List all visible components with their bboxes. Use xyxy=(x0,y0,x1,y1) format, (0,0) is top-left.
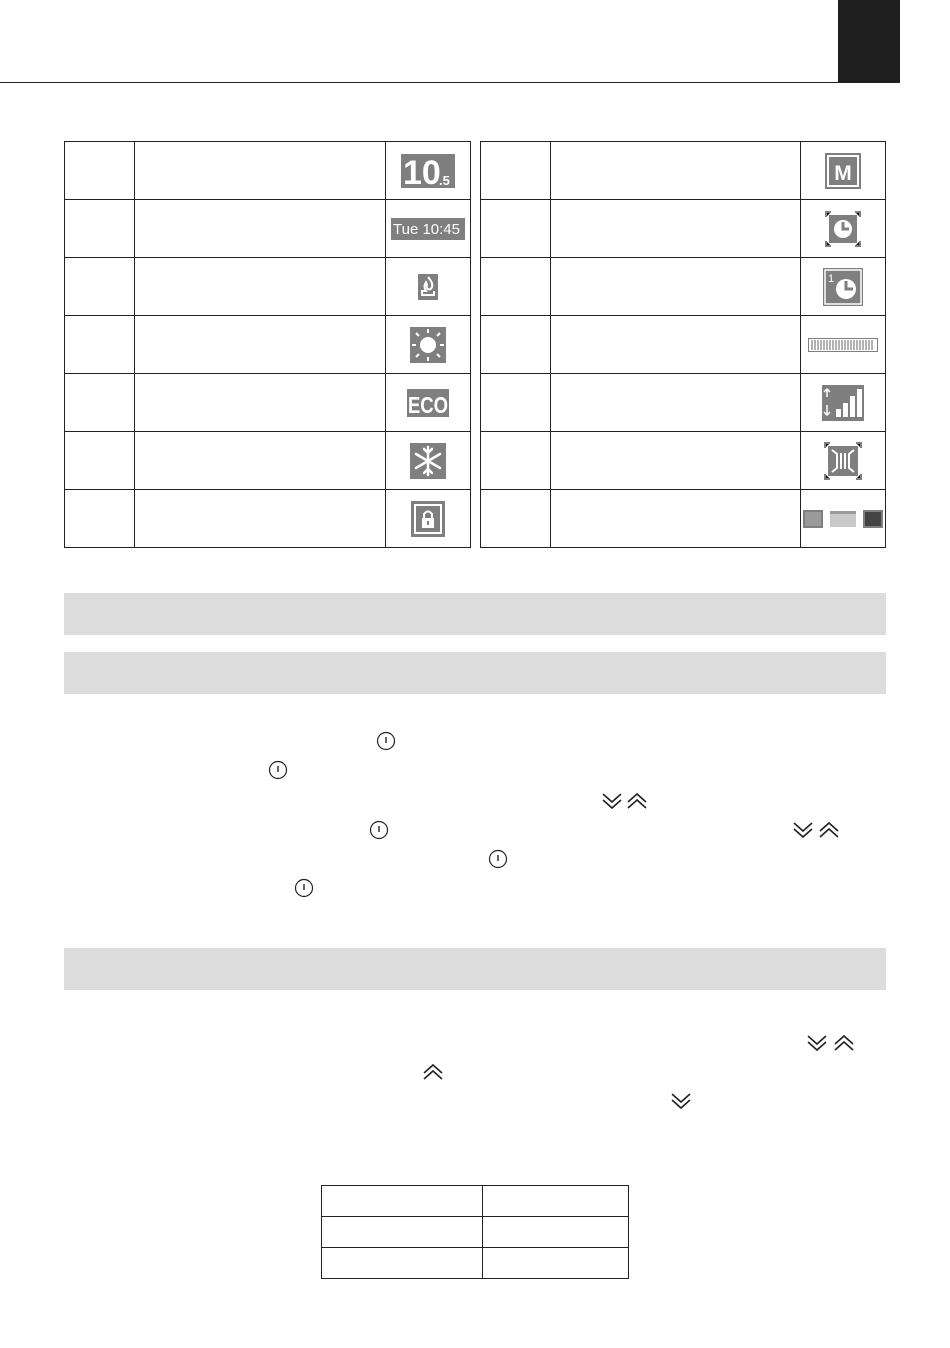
tue-clock-display-icon xyxy=(391,218,465,240)
table-row xyxy=(481,200,886,258)
table-row xyxy=(322,1217,629,1248)
table-row xyxy=(65,374,471,432)
table-row xyxy=(65,490,471,548)
table-row xyxy=(481,258,886,316)
clock-one-text: 1 xyxy=(828,272,835,285)
double-chevron-down-icon xyxy=(806,1033,828,1053)
power-button-icon xyxy=(369,820,389,840)
right-icon-table xyxy=(480,141,886,548)
table-row xyxy=(481,432,886,490)
flame-icon xyxy=(418,274,438,300)
mode-text: M xyxy=(834,161,852,185)
double-chevron-down-icon xyxy=(670,1091,692,1111)
header-rule xyxy=(0,82,900,83)
section-band-3 xyxy=(64,948,886,990)
double-chevron-up-icon xyxy=(626,791,648,811)
table-row xyxy=(65,142,471,200)
window-open-icon xyxy=(824,442,862,480)
snowflake-icon xyxy=(410,443,446,479)
double-chevron-up-icon xyxy=(833,1033,855,1053)
day-time-text: Tue 10:45 xyxy=(393,220,460,238)
lock-icon xyxy=(411,501,445,537)
table-row xyxy=(481,316,886,374)
double-chevron-down-icon xyxy=(792,820,814,840)
digits-small-text: .5 xyxy=(439,172,450,188)
power-button-icon xyxy=(488,849,508,869)
double-chevron-down-icon xyxy=(601,791,623,811)
table-row xyxy=(481,490,886,548)
three-squares-icon xyxy=(803,510,883,528)
table-row xyxy=(322,1248,629,1279)
table-row xyxy=(481,374,886,432)
digits-10-5-icon xyxy=(401,153,455,192)
power-button-icon xyxy=(268,760,288,780)
left-icon-table xyxy=(64,141,471,548)
eco-text: ECO xyxy=(408,391,448,418)
table-row xyxy=(65,200,471,258)
sun-icon xyxy=(410,327,446,363)
m-mode-icon xyxy=(825,153,861,189)
table-row xyxy=(481,142,886,200)
eco-icon xyxy=(407,389,449,417)
bar-scale-icon xyxy=(808,338,878,352)
power-button-icon xyxy=(376,731,396,751)
clock-one-icon xyxy=(823,268,863,306)
table-row xyxy=(65,432,471,490)
page-tab xyxy=(838,0,900,82)
small-table xyxy=(321,1185,629,1279)
signal-bars-icon xyxy=(822,385,864,421)
section-band-1 xyxy=(64,593,886,635)
power-button-icon xyxy=(294,878,314,898)
digits-big-text: 10 xyxy=(403,153,441,192)
table-row xyxy=(65,258,471,316)
table-row xyxy=(322,1186,629,1217)
section-band-2 xyxy=(64,652,886,694)
table-row xyxy=(65,316,471,374)
clock-icon xyxy=(825,211,861,247)
double-chevron-up-icon xyxy=(422,1062,444,1082)
double-chevron-up-icon xyxy=(818,820,840,840)
